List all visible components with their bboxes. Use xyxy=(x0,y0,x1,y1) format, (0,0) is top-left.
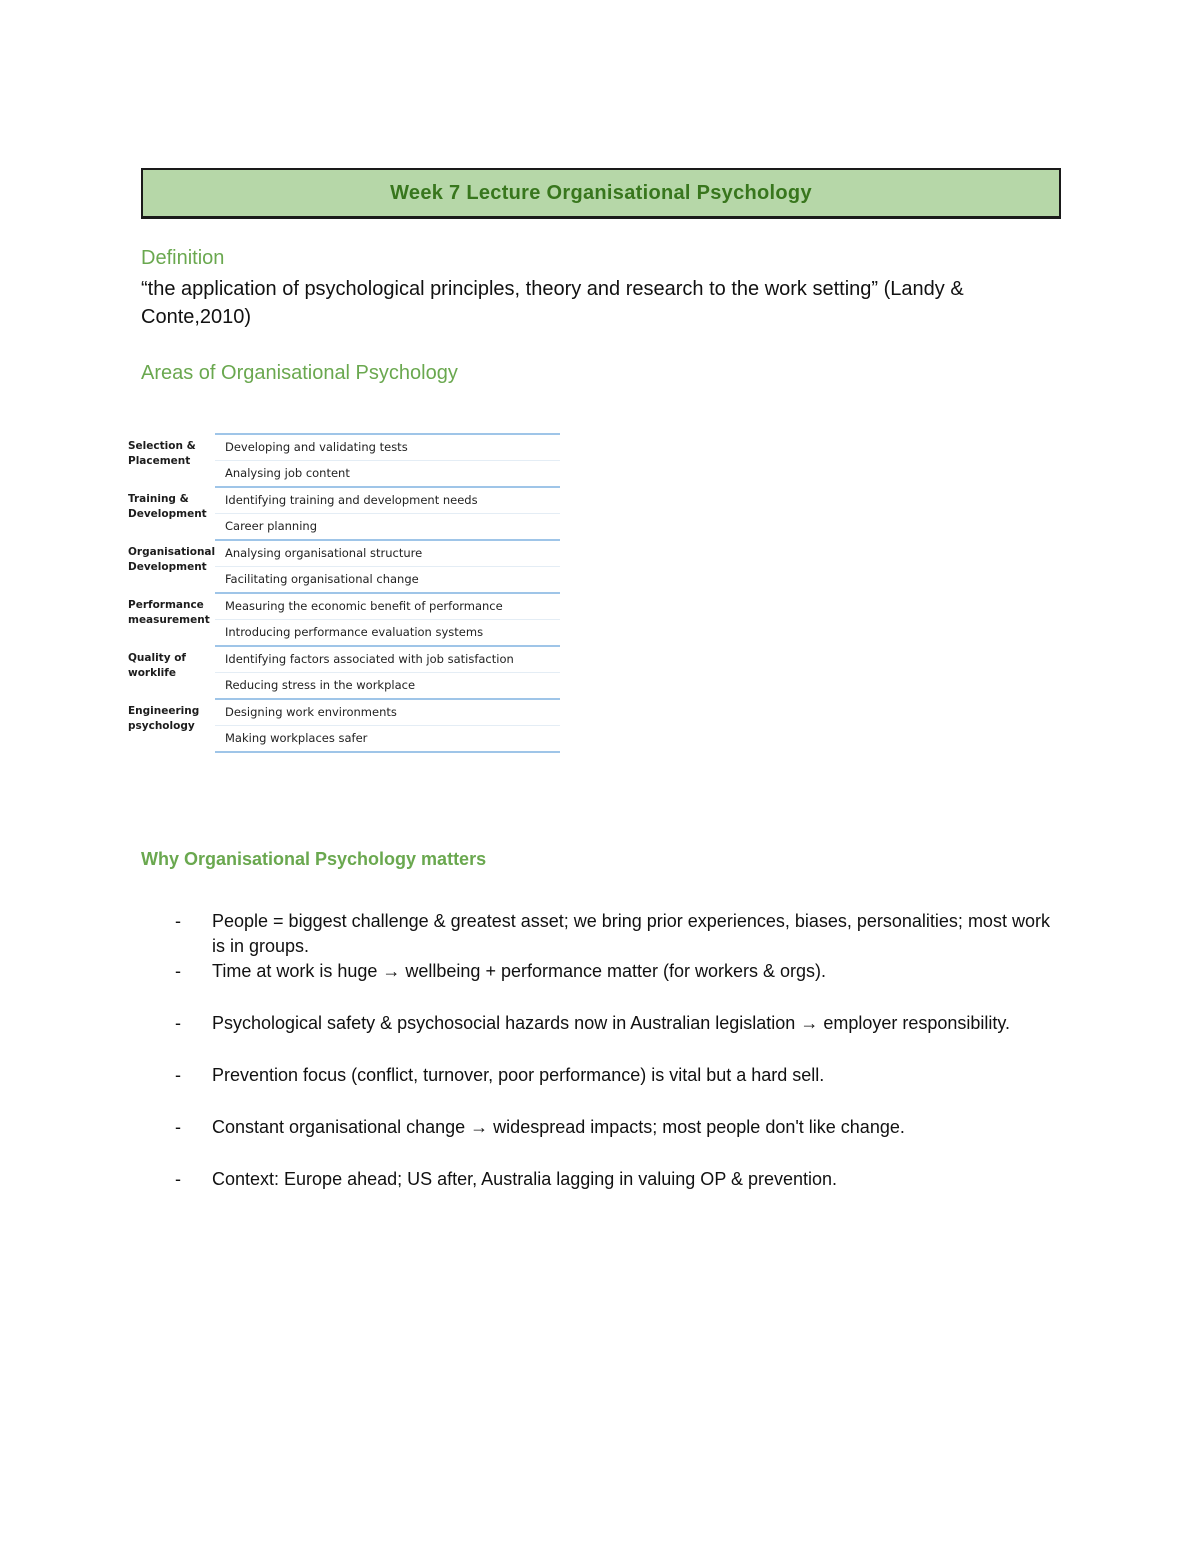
bullet-marker: - xyxy=(175,1065,181,1085)
bullet-text: Context: Europe ahead; US after, Australia lagging in valuing OP & prevention. xyxy=(212,1169,838,1189)
areas-table xyxy=(124,433,560,753)
areas-heading: Areas of Organisational Psychology xyxy=(141,362,458,384)
area-task: Developing and validating tests xyxy=(215,435,560,461)
area-group xyxy=(124,433,560,486)
area-task: Identifying factors associated with job satisfaction xyxy=(215,647,560,673)
area-task-list xyxy=(215,698,560,753)
area-task: Making workplaces safer xyxy=(225,731,368,745)
area-name: Selection & Placement xyxy=(128,440,196,467)
bullet-marker: - xyxy=(175,1117,181,1137)
area-task: Measuring the economic benefit of performance xyxy=(215,594,560,620)
area-task: Analysing job content xyxy=(225,466,350,480)
why-bullet xyxy=(141,1063,1061,1088)
area-name: Organisational Development xyxy=(128,546,216,573)
area-task: Designing work environments xyxy=(215,700,560,726)
definition-text: “the application of psychological principles, theory and research to the work setting” (Landy & Conte,2010) xyxy=(141,278,964,328)
bullet-text: Time at work is huge → wellbeing + performance matter (for workers & orgs). xyxy=(212,961,827,981)
why-bullet xyxy=(141,959,1061,984)
page-title: Week 7 Lecture Organisational Psychology xyxy=(390,181,812,204)
area-task: Analysing organisational structure xyxy=(215,541,560,567)
area-task-list xyxy=(215,433,560,486)
why-bullet xyxy=(141,1115,1061,1140)
bullet-marker: - xyxy=(175,1169,181,1189)
bullet-marker: - xyxy=(175,961,181,981)
area-group xyxy=(124,592,560,645)
area-task-list xyxy=(215,486,560,539)
definition-heading: Definition xyxy=(141,247,225,269)
area-task-list xyxy=(215,539,560,592)
bullet-text: Psychological safety & psychosocial hazards now in Australian legislation → employer responsibility. xyxy=(212,1013,1011,1033)
area-task-list xyxy=(215,592,560,645)
why-bullet xyxy=(141,1167,1061,1192)
area-task: Identifying training and development needs xyxy=(215,488,560,514)
area-task: Career planning xyxy=(225,519,317,533)
area-name: Engineering psychology xyxy=(128,705,200,732)
area-group xyxy=(124,698,560,753)
area-name: Quality of worklife xyxy=(128,652,186,679)
area-group xyxy=(124,645,560,698)
bullet-text: Constant organisational change → widespread impacts; most people don't like change. xyxy=(212,1117,905,1137)
bullet-text: Prevention focus (conflict, turnover, poor performance) is vital but a hard sell. xyxy=(212,1065,825,1085)
why-bullet xyxy=(141,1011,1061,1036)
area-group xyxy=(124,539,560,592)
area-task-list xyxy=(215,645,560,698)
bullet-marker: - xyxy=(175,1013,181,1033)
area-task: Introducing performance evaluation systems xyxy=(225,625,484,639)
area-task: Facilitating organisational change xyxy=(225,572,419,586)
area-task: Reducing stress in the workplace xyxy=(225,678,416,692)
why-bullet xyxy=(141,909,1061,959)
title-banner xyxy=(141,168,1061,219)
bullet-text: People = biggest challenge & greatest asset; we bring prior experiences, biases, personalities; most work is in groups. xyxy=(212,911,1050,956)
bullet-marker: - xyxy=(175,911,181,931)
area-name: Training & Development xyxy=(128,493,207,520)
why-heading: Why Organisational Psychology matters xyxy=(141,849,487,869)
area-group xyxy=(124,486,560,539)
area-name: Performance measurement xyxy=(128,599,210,626)
why-bullet-list xyxy=(141,909,1061,1192)
